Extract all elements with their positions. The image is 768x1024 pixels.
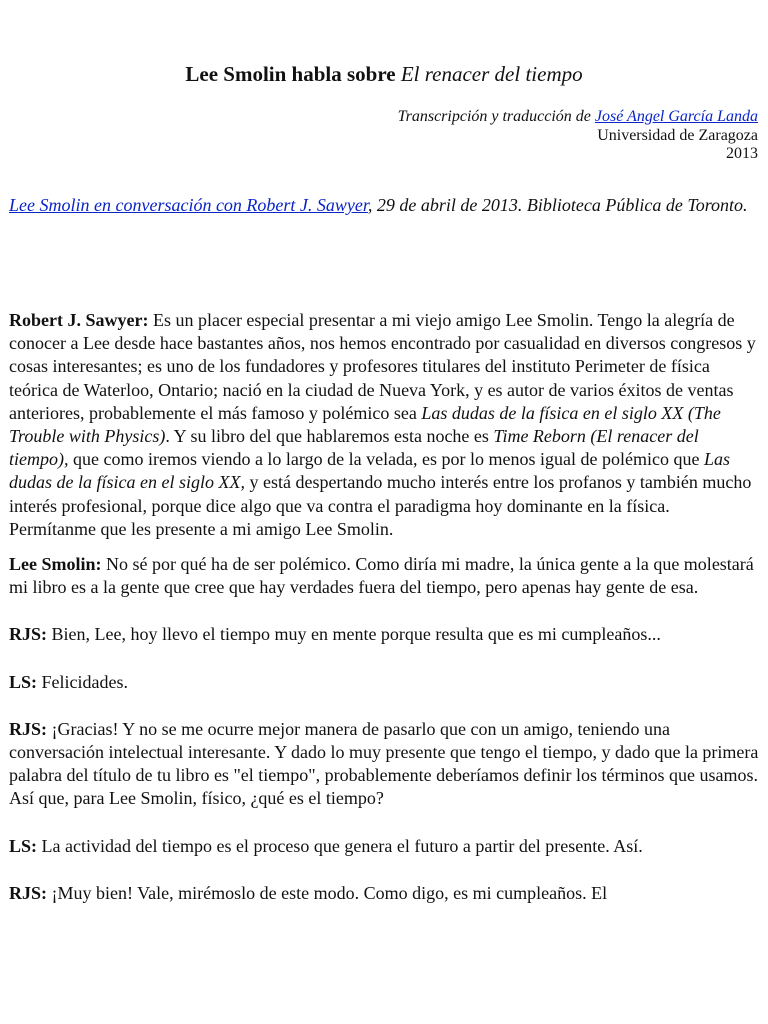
paragraph-text: ¡Gracias! Y no se me ocurre mejor manera de pasarlo que con un amigo, teniendo una conversación intelectual interesante. Y dado lo muy presente que tengo el tiempo, y dado que la primera palabra del título de tu libro es "el tiempo", probablemente deberíamos definir los términos que usamos. Así que, para Lee Smolin, físico, ¿qué es el tiempo? (9, 718, 759, 809)
speaker-label: LS: (9, 671, 38, 692)
paragraph-text: que como iremos viendo a lo largo de la velada, es por lo menos igual de polémico que (68, 449, 704, 470)
speaker-label: RJS: (9, 718, 48, 739)
page-title (0, 62, 768, 87)
book-title-italic: Time Reborn (El renacer del tiempo), (9, 426, 699, 470)
title-text: Lee Smolin habla sobre (185, 62, 401, 86)
year: 2013 (726, 145, 758, 162)
translator-link[interactable]: José Angel García Landa (594, 108, 758, 125)
speaker-label: RJS: (9, 882, 48, 903)
transcript-paragraph (9, 882, 761, 905)
speaker-label: RJS: (9, 624, 48, 645)
transcript-paragraph (9, 835, 761, 858)
paragraph-text: Felicidades. (37, 671, 128, 692)
transcript-paragraph (9, 623, 761, 646)
speaker-label: LS: (9, 835, 38, 856)
paragraph-text: Es un placer especial presentar a mi viejo amigo Lee Smolin. Tengo la alegría de conocer a Lee desde hace bastantes años, nos hemos encontrado por casualidad en diversos congresos y cosas interesantes; es uno de los fundadores y profesores titulares del instituto Perimeter de física teórica de Waterloo, Ontario; nació en la ciudad de Nueva York, y es autor de varios éxitos de ventas anteriores, probablemente el más famoso y polémico sea (9, 310, 756, 423)
paragraph-text: No sé por qué ha de ser polémico. Como diría mi madre, la única gente a la que molestará mi libro es a la gente que cree que hay verdades fuera del tiempo, pero apenas hay gente de esa. (9, 554, 754, 598)
book-title-italic: Las dudas de la física en el siglo XX, (9, 449, 730, 493)
transcript-paragraph (9, 309, 761, 541)
speaker-label: Robert J. Sawyer: (9, 310, 149, 330)
paragraph-text: La actividad del tiempo es el proceso que genera el futuro a partir del presente. Así. (37, 835, 643, 856)
transcript-body (9, 309, 761, 917)
transcript-paragraph (9, 671, 761, 694)
translation-credit (398, 108, 758, 127)
source-line (9, 194, 754, 216)
title-book: El renacer del tiempo (400, 62, 583, 86)
credits-block (398, 108, 758, 164)
credit-prefix: Transcripción y traducción de (397, 108, 595, 125)
speaker-label: Lee Smolin: (9, 554, 102, 575)
affiliation: Universidad de Zaragoza (597, 126, 758, 144)
paragraph-text: y está despertando mucho interés entre los profanos y también mucho interés profesional, porque dice algo que va contra el paradigma hoy dominante en la física. Permítanme que les presente a mi amigo Lee Smolin. (9, 472, 752, 539)
book-title-italic: Las dudas de la física en el siglo XX (The Trouble with Physics) (9, 402, 721, 447)
paragraph-text: ¡Muy bien! Vale, mirémoslo de este modo. Como digo, es mi cumpleaños. El (47, 882, 608, 903)
source-link[interactable]: Lee Smolin en conversación con Robert J. Sawyer (9, 195, 368, 215)
paragraph-text: . Y su libro del que hablaremos esta noche es (165, 426, 494, 447)
paragraph-text: Bien, Lee, hoy llevo el tiempo muy en mente porque resulta que es mi cumpleaños... (47, 624, 661, 645)
transcript-paragraph (9, 718, 761, 811)
source-details: , 29 de abril de 2013. Biblioteca Pública de Toronto. (367, 195, 748, 215)
transcript-paragraph (9, 553, 761, 599)
